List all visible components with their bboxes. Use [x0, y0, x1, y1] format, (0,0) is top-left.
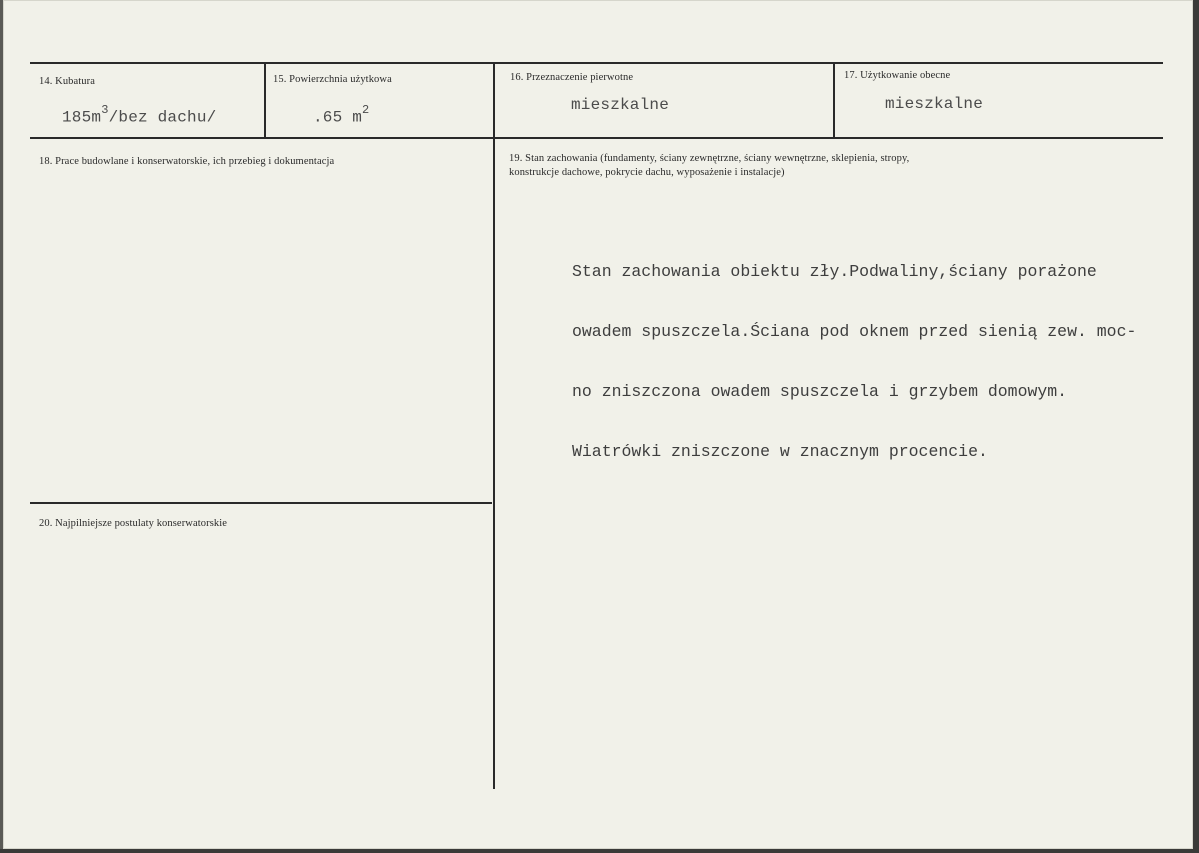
row1-divider-1 — [264, 62, 266, 139]
section18-label: 18. Prace budowlane i konserwatorskie, ich przebieg i dokumentacja — [39, 156, 335, 167]
row1-divider-3 — [833, 62, 835, 139]
section19-text-line: owadem spuszczela.Ściana pod oknem przed sienią zew. moc- — [572, 322, 1137, 341]
section19-text-line: no zniszczona owadem spuszczela i grzybem domowym. — [572, 382, 1068, 401]
scan-edge-right — [1193, 0, 1199, 853]
section19-label-line1: 19. Stan zachowania (fundamenty, ściany zewnętrzne, ściany wewnętrzne, sklepienia, stropy, — [509, 153, 910, 164]
scan-edge-bottom — [0, 849, 1199, 853]
uzytkowanie-value: mieszkalne — [885, 95, 984, 113]
section19-typed-text — [572, 222, 1136, 502]
row1-divider-2 — [493, 62, 495, 139]
kubatura-value: $185m^3$/bez dachu/ — [62, 103, 217, 127]
powierzchnia-label: 15. Powierzchnia użytkowa — [273, 74, 392, 85]
przeznaczenie-value: mieszkalne — [571, 96, 670, 114]
top-rule — [30, 62, 1163, 64]
przeznaczenie-label: 16. Przeznaczenie pierwotne — [510, 72, 634, 83]
section19-text-line: Stan zachowania obiektu zły.Podwaliny,ściany porażone — [572, 262, 1097, 281]
section19-text-line: Wiatrówki zniszczone w znacznym procencie. — [572, 442, 988, 461]
section20-label: 20. Najpilniejsze postulaty konserwatorskie — [39, 518, 228, 529]
row1-bottom-rule — [30, 137, 1163, 139]
record-card — [3, 0, 1193, 849]
main-column-divider — [493, 137, 495, 789]
section20-top-rule — [30, 502, 492, 504]
section19-label-line2: konstrukcje dachowe, pokrycie dachu, wyposażenie i instalacje) — [509, 167, 785, 178]
uzytkowanie-label: 17. Użytkowanie obecne — [844, 70, 951, 81]
powierzchnia-value: .65 $m^2$ — [313, 103, 370, 127]
kubatura-label: 14. Kubatura — [39, 76, 96, 87]
